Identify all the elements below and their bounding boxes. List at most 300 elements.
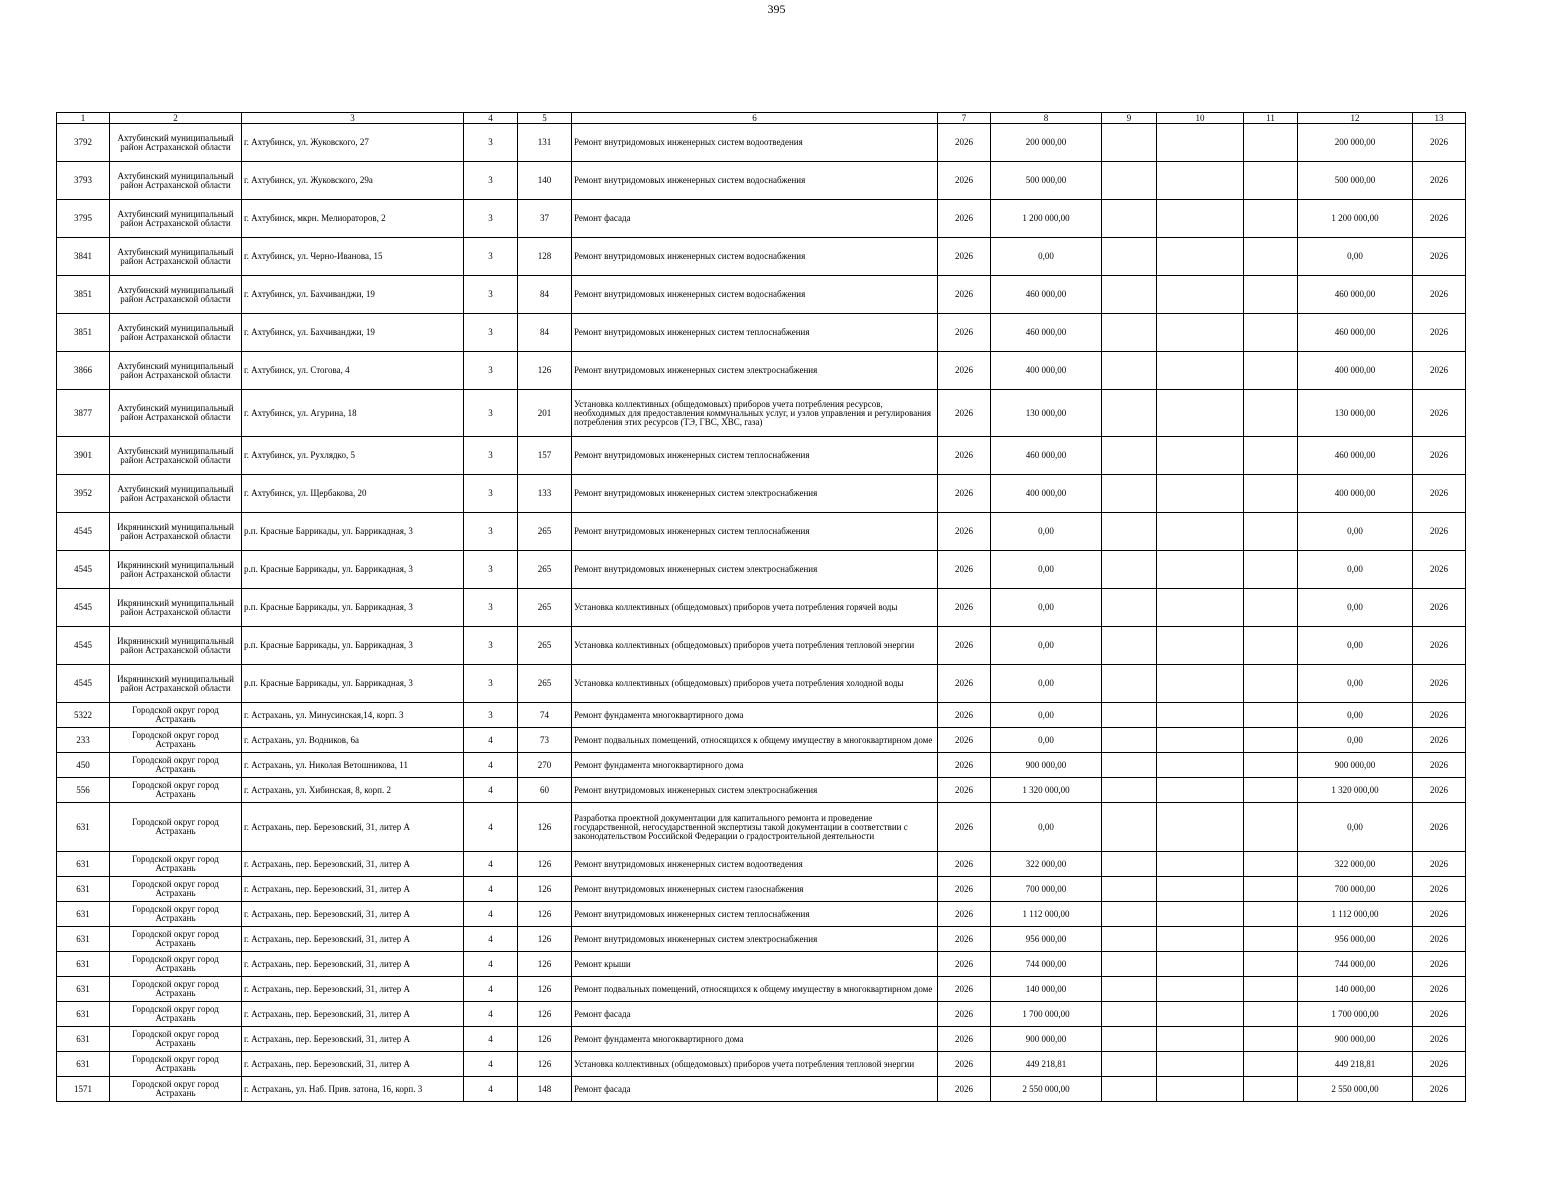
cell-col-12: 900 000,00	[1298, 753, 1413, 778]
cell-col-12: 460 000,00	[1298, 437, 1413, 475]
cell-col-10	[1157, 902, 1244, 927]
cell-col-2: Городской округ город Астрахань	[110, 753, 242, 778]
cell-col-2: Городской округ город Астрахань	[110, 1052, 242, 1077]
cell-col-11	[1244, 200, 1298, 238]
cell-col-9	[1102, 877, 1157, 902]
cell-col-9	[1102, 728, 1157, 753]
cell-col-11	[1244, 124, 1298, 162]
cell-col-12: 1 320 000,00	[1298, 778, 1413, 803]
cell-col-3: г. Ахтубинск, ул. Стогова, 4	[242, 352, 464, 390]
cell-col-1: 3792	[57, 124, 110, 162]
cell-col-4: 3	[464, 551, 518, 589]
cell-col-4: 4	[464, 1077, 518, 1102]
table-row	[57, 276, 1466, 314]
cell-col-10	[1157, 1027, 1244, 1052]
cell-col-9	[1102, 124, 1157, 162]
table-row	[57, 314, 1466, 352]
cell-col-3: г. Астрахань, пер. Березовский, 31, литер А	[242, 977, 464, 1002]
cell-col-3: г. Ахтубинск, ул. Жуковского, 27	[242, 124, 464, 162]
cell-col-13: 2026	[1413, 728, 1466, 753]
table-row	[57, 1002, 1466, 1027]
cell-col-9	[1102, 314, 1157, 352]
cell-col-8: 460 000,00	[991, 276, 1102, 314]
cell-col-4: 4	[464, 977, 518, 1002]
cell-col-10	[1157, 1002, 1244, 1027]
cell-col-3: р.п. Красные Баррикады, ул. Баррикадная, 3	[242, 627, 464, 665]
cell-col-2: Ахтубинский муниципальный район Астраханской области	[110, 437, 242, 475]
cell-col-1: 3901	[57, 437, 110, 475]
cell-col-8: 1 112 000,00	[991, 902, 1102, 927]
cell-col-6: Ремонт внутридомовых инженерных систем водоснабжения	[572, 238, 938, 276]
cell-col-3: г. Ахтубинск, ул. Агурина, 18	[242, 390, 464, 437]
cell-col-13: 2026	[1413, 352, 1466, 390]
cell-col-3: г. Астрахань, ул. Минусинская,14, корп. 3	[242, 703, 464, 728]
table-row	[57, 551, 1466, 589]
cell-col-10	[1157, 728, 1244, 753]
cell-col-1: 631	[57, 1027, 110, 1052]
cell-col-4: 3	[464, 238, 518, 276]
cell-col-8: 700 000,00	[991, 877, 1102, 902]
cell-col-2: Икрянинский муниципальный район Астраханской области	[110, 551, 242, 589]
cell-col-8: 460 000,00	[991, 437, 1102, 475]
cell-col-9	[1102, 852, 1157, 877]
cell-col-12: 0,00	[1298, 703, 1413, 728]
cell-col-7: 2026	[938, 952, 991, 977]
table-row	[57, 902, 1466, 927]
cell-col-6: Ремонт внутридомовых инженерных систем электроснабжения	[572, 778, 938, 803]
cell-col-13: 2026	[1413, 753, 1466, 778]
cell-col-4: 3	[464, 703, 518, 728]
cell-col-6: Ремонт внутридомовых инженерных систем газоснабжения	[572, 877, 938, 902]
cell-col-5: 133	[518, 475, 572, 513]
cell-col-4: 4	[464, 902, 518, 927]
cell-col-9	[1102, 927, 1157, 952]
cell-col-8: 744 000,00	[991, 952, 1102, 977]
table-row	[57, 200, 1466, 238]
cell-col-5: 60	[518, 778, 572, 803]
cell-col-7: 2026	[938, 276, 991, 314]
column-number-header	[57, 113, 1466, 124]
cell-col-9	[1102, 703, 1157, 728]
cell-col-13: 2026	[1413, 589, 1466, 627]
cell-col-7: 2026	[938, 927, 991, 952]
cell-col-11	[1244, 927, 1298, 952]
cell-col-8: 1 200 000,00	[991, 200, 1102, 238]
cell-col-5: 126	[518, 1002, 572, 1027]
cell-col-1: 1571	[57, 1077, 110, 1102]
cell-col-7: 2026	[938, 902, 991, 927]
cell-col-13: 2026	[1413, 1002, 1466, 1027]
cell-col-13: 2026	[1413, 238, 1466, 276]
cell-col-7: 2026	[938, 162, 991, 200]
cell-col-12: 1 700 000,00	[1298, 1002, 1413, 1027]
cell-col-5: 201	[518, 390, 572, 437]
column-header-13: 13	[1413, 113, 1466, 124]
cell-col-9	[1102, 803, 1157, 852]
cell-col-1: 631	[57, 977, 110, 1002]
cell-col-1: 3795	[57, 200, 110, 238]
cell-col-2: Ахтубинский муниципальный район Астраханской области	[110, 276, 242, 314]
cell-col-7: 2026	[938, 475, 991, 513]
cell-col-2: Ахтубинский муниципальный район Астраханской области	[110, 200, 242, 238]
cell-col-9	[1102, 352, 1157, 390]
cell-col-13: 2026	[1413, 437, 1466, 475]
cell-col-10	[1157, 803, 1244, 852]
column-header-12: 12	[1298, 113, 1413, 124]
cell-col-12: 0,00	[1298, 728, 1413, 753]
cell-col-8: 0,00	[991, 238, 1102, 276]
cell-col-2: Городской округ город Астрахань	[110, 977, 242, 1002]
cell-col-4: 3	[464, 124, 518, 162]
cell-col-13: 2026	[1413, 551, 1466, 589]
cell-col-5: 37	[518, 200, 572, 238]
cell-col-12: 0,00	[1298, 665, 1413, 703]
cell-col-8: 900 000,00	[991, 1027, 1102, 1052]
cell-col-11	[1244, 276, 1298, 314]
cell-col-7: 2026	[938, 238, 991, 276]
cell-col-10	[1157, 352, 1244, 390]
cell-col-12: 0,00	[1298, 551, 1413, 589]
cell-col-6: Ремонт внутридомовых инженерных систем водоотведения	[572, 124, 938, 162]
cell-col-7: 2026	[938, 1052, 991, 1077]
cell-col-7: 2026	[938, 390, 991, 437]
cell-col-1: 4545	[57, 513, 110, 551]
cell-col-11	[1244, 1027, 1298, 1052]
cell-col-10	[1157, 437, 1244, 475]
column-header-1: 1	[57, 113, 110, 124]
cell-col-1: 631	[57, 877, 110, 902]
cell-col-9	[1102, 551, 1157, 589]
cell-col-1: 3877	[57, 390, 110, 437]
cell-col-10	[1157, 1077, 1244, 1102]
cell-col-3: г. Астрахань, пер. Березовский, 31, литер А	[242, 1002, 464, 1027]
cell-col-11	[1244, 352, 1298, 390]
cell-col-6: Установка коллективных (общедомовых) приборов учета потребления тепловой энергии	[572, 1052, 938, 1077]
cell-col-9	[1102, 952, 1157, 977]
cell-col-1: 631	[57, 952, 110, 977]
table-row	[57, 1052, 1466, 1077]
cell-col-3: г. Астрахань, пер. Березовский, 31, литер А	[242, 877, 464, 902]
cell-col-12: 460 000,00	[1298, 314, 1413, 352]
cell-col-3: г. Астрахань, пер. Березовский, 31, литер А	[242, 927, 464, 952]
cell-col-6: Ремонт внутридомовых инженерных систем теплоснабжения	[572, 513, 938, 551]
cell-col-6: Ремонт подвальных помещений, относящихся к общему имуществу в многоквартирном доме	[572, 977, 938, 1002]
cell-col-8: 200 000,00	[991, 124, 1102, 162]
cell-col-11	[1244, 513, 1298, 551]
cell-col-10	[1157, 877, 1244, 902]
cell-col-1: 3851	[57, 276, 110, 314]
cell-col-11	[1244, 475, 1298, 513]
cell-col-2: Ахтубинский муниципальный район Астраханской области	[110, 124, 242, 162]
cell-col-12: 500 000,00	[1298, 162, 1413, 200]
cell-col-6: Установка коллективных (общедомовых) приборов учета потребления горячей воды	[572, 589, 938, 627]
cell-col-2: Городской округ город Астрахань	[110, 877, 242, 902]
cell-col-1: 556	[57, 778, 110, 803]
cell-col-1: 3793	[57, 162, 110, 200]
cell-col-3: г. Астрахань, ул. Хибинская, 8, корп. 2	[242, 778, 464, 803]
cell-col-9	[1102, 238, 1157, 276]
cell-col-6: Ремонт внутридомовых инженерных систем водоснабжения	[572, 276, 938, 314]
cell-col-10	[1157, 753, 1244, 778]
cell-col-11	[1244, 902, 1298, 927]
cell-col-2: Городской округ город Астрахань	[110, 1002, 242, 1027]
cell-col-1: 631	[57, 1002, 110, 1027]
cell-col-9	[1102, 513, 1157, 551]
cell-col-10	[1157, 200, 1244, 238]
cell-col-1: 5322	[57, 703, 110, 728]
cell-col-3: г. Ахтубинск, ул. Рухлядко, 5	[242, 437, 464, 475]
cell-col-5: 270	[518, 753, 572, 778]
cell-col-9	[1102, 902, 1157, 927]
cell-col-8: 0,00	[991, 665, 1102, 703]
cell-col-5: 140	[518, 162, 572, 200]
cell-col-13: 2026	[1413, 952, 1466, 977]
cell-col-6: Ремонт внутридомовых инженерных систем электроснабжения	[572, 551, 938, 589]
table-row	[57, 1027, 1466, 1052]
cell-col-12: 0,00	[1298, 238, 1413, 276]
cell-col-12: 322 000,00	[1298, 852, 1413, 877]
cell-col-2: Городской округ город Астрахань	[110, 1077, 242, 1102]
table-row	[57, 513, 1466, 551]
table-row	[57, 475, 1466, 513]
cell-col-8: 0,00	[991, 551, 1102, 589]
cell-col-6: Установка коллективных (общедомовых) приборов учета потребления холодной воды	[572, 665, 938, 703]
cell-col-13: 2026	[1413, 1052, 1466, 1077]
cell-col-10	[1157, 627, 1244, 665]
cell-col-4: 3	[464, 475, 518, 513]
cell-col-13: 2026	[1413, 927, 1466, 952]
cell-col-11	[1244, 1002, 1298, 1027]
cell-col-8: 956 000,00	[991, 927, 1102, 952]
cell-col-12: 140 000,00	[1298, 977, 1413, 1002]
cell-col-1: 4545	[57, 589, 110, 627]
table-row	[57, 390, 1466, 437]
table-row	[57, 1077, 1466, 1102]
cell-col-4: 4	[464, 728, 518, 753]
cell-col-2: Городской округ город Астрахань	[110, 902, 242, 927]
cell-col-7: 2026	[938, 703, 991, 728]
cell-col-11	[1244, 877, 1298, 902]
cell-col-8: 1 700 000,00	[991, 1002, 1102, 1027]
cell-col-11	[1244, 551, 1298, 589]
cell-col-7: 2026	[938, 803, 991, 852]
cell-col-11	[1244, 753, 1298, 778]
table-row	[57, 877, 1466, 902]
cell-col-5: 126	[518, 877, 572, 902]
column-header-6: 6	[572, 113, 938, 124]
cell-col-9	[1102, 1052, 1157, 1077]
cell-col-7: 2026	[938, 728, 991, 753]
cell-col-3: р.п. Красные Баррикады, ул. Баррикадная, 3	[242, 513, 464, 551]
cell-col-3: г. Астрахань, пер. Березовский, 31, литер А	[242, 852, 464, 877]
cell-col-4: 3	[464, 276, 518, 314]
cell-col-3: г. Астрахань, пер. Березовский, 31, литер А	[242, 902, 464, 927]
cell-col-7: 2026	[938, 437, 991, 475]
table-row	[57, 852, 1466, 877]
cell-col-4: 3	[464, 665, 518, 703]
cell-col-13: 2026	[1413, 390, 1466, 437]
cell-col-1: 4545	[57, 627, 110, 665]
cell-col-4: 4	[464, 1052, 518, 1077]
table-row	[57, 803, 1466, 852]
cell-col-12: 449 218,81	[1298, 1052, 1413, 1077]
cell-col-9	[1102, 276, 1157, 314]
cell-col-5: 126	[518, 952, 572, 977]
table-row	[57, 977, 1466, 1002]
cell-col-10	[1157, 390, 1244, 437]
cell-col-13: 2026	[1413, 902, 1466, 927]
cell-col-2: Городской округ город Астрахань	[110, 952, 242, 977]
cell-col-7: 2026	[938, 977, 991, 1002]
table-row	[57, 352, 1466, 390]
cell-col-10	[1157, 314, 1244, 352]
cell-col-10	[1157, 124, 1244, 162]
column-header-10: 10	[1157, 113, 1244, 124]
cell-col-3: г. Астрахань, ул. Наб. Прив. затона, 16, корп. 3	[242, 1077, 464, 1102]
cell-col-12: 0,00	[1298, 803, 1413, 852]
cell-col-5: 84	[518, 314, 572, 352]
table-row	[57, 238, 1466, 276]
cell-col-11	[1244, 952, 1298, 977]
cell-col-8: 140 000,00	[991, 977, 1102, 1002]
cell-col-13: 2026	[1413, 627, 1466, 665]
cell-col-3: г. Ахтубинск, ул. Бахчиванджи, 19	[242, 314, 464, 352]
cell-col-11	[1244, 390, 1298, 437]
cell-col-12: 0,00	[1298, 627, 1413, 665]
cell-col-4: 3	[464, 437, 518, 475]
cell-col-1: 3952	[57, 475, 110, 513]
cell-col-1: 4545	[57, 551, 110, 589]
cell-col-11	[1244, 627, 1298, 665]
cell-col-2: Городской округ город Астрахань	[110, 927, 242, 952]
cell-col-8: 130 000,00	[991, 390, 1102, 437]
cell-col-2: Ахтубинский муниципальный район Астраханской области	[110, 390, 242, 437]
cell-col-10	[1157, 551, 1244, 589]
cell-col-13: 2026	[1413, 977, 1466, 1002]
cell-col-7: 2026	[938, 513, 991, 551]
cell-col-11	[1244, 778, 1298, 803]
cell-col-2: Икрянинский муниципальный район Астраханской области	[110, 513, 242, 551]
cell-col-7: 2026	[938, 1002, 991, 1027]
cell-col-11	[1244, 162, 1298, 200]
cell-col-4: 3	[464, 627, 518, 665]
cell-col-9	[1102, 1002, 1157, 1027]
cell-col-12: 460 000,00	[1298, 276, 1413, 314]
cell-col-9	[1102, 200, 1157, 238]
cell-col-4: 4	[464, 778, 518, 803]
cell-col-5: 265	[518, 551, 572, 589]
cell-col-6: Ремонт внутридомовых инженерных систем электроснабжения	[572, 475, 938, 513]
cell-col-3: г. Астрахань, пер. Березовский, 31, литер А	[242, 803, 464, 852]
cell-col-8: 322 000,00	[991, 852, 1102, 877]
cell-col-10	[1157, 589, 1244, 627]
cell-col-13: 2026	[1413, 852, 1466, 877]
cell-col-9	[1102, 1027, 1157, 1052]
cell-col-13: 2026	[1413, 276, 1466, 314]
cell-col-3: г. Астрахань, пер. Березовский, 31, литер А	[242, 1027, 464, 1052]
table-row	[57, 627, 1466, 665]
cell-col-3: г. Астрахань, пер. Березовский, 31, литер А	[242, 1052, 464, 1077]
cell-col-5: 73	[518, 728, 572, 753]
cell-col-8: 0,00	[991, 703, 1102, 728]
cell-col-6: Ремонт фундамента многоквартирного дома	[572, 703, 938, 728]
cell-col-3: р.п. Красные Баррикады, ул. Баррикадная, 3	[242, 589, 464, 627]
cell-col-1: 3851	[57, 314, 110, 352]
cell-col-5: 126	[518, 852, 572, 877]
cell-col-13: 2026	[1413, 513, 1466, 551]
cell-col-7: 2026	[938, 1027, 991, 1052]
cell-col-13: 2026	[1413, 162, 1466, 200]
cell-col-10	[1157, 952, 1244, 977]
cell-col-7: 2026	[938, 852, 991, 877]
cell-col-7: 2026	[938, 352, 991, 390]
cell-col-4: 3	[464, 589, 518, 627]
cell-col-4: 4	[464, 803, 518, 852]
cell-col-5: 265	[518, 589, 572, 627]
column-header-7: 7	[938, 113, 991, 124]
cell-col-7: 2026	[938, 753, 991, 778]
cell-col-6: Установка коллективных (общедомовых) приборов учета потребления ресурсов, необходимых для предоставления коммунальных услуг, и узлов управления и регулирования потребления этих ресурсов (ТЭ, ГВС, ХВС, газа)	[572, 390, 938, 437]
cell-col-7: 2026	[938, 200, 991, 238]
cell-col-12: 200 000,00	[1298, 124, 1413, 162]
cell-col-11	[1244, 852, 1298, 877]
cell-col-3: г. Астрахань, ул. Водников, 6а	[242, 728, 464, 753]
cell-col-5: 126	[518, 352, 572, 390]
cell-col-9	[1102, 977, 1157, 1002]
cell-col-1: 233	[57, 728, 110, 753]
cell-col-4: 4	[464, 1027, 518, 1052]
cell-col-4: 3	[464, 352, 518, 390]
cell-col-13: 2026	[1413, 877, 1466, 902]
cell-col-6: Ремонт внутридомовых инженерных систем электроснабжения	[572, 352, 938, 390]
cell-col-8: 449 218,81	[991, 1052, 1102, 1077]
cell-col-5: 126	[518, 977, 572, 1002]
cell-col-1: 3866	[57, 352, 110, 390]
cell-col-2: Икрянинский муниципальный район Астраханской области	[110, 665, 242, 703]
cell-col-6: Ремонт внутридомовых инженерных систем теплоснабжения	[572, 437, 938, 475]
cell-col-6: Ремонт внутридомовых инженерных систем электроснабжения	[572, 927, 938, 952]
cell-col-12: 400 000,00	[1298, 352, 1413, 390]
cell-col-10	[1157, 977, 1244, 1002]
cell-col-12: 2 550 000,00	[1298, 1077, 1413, 1102]
cell-col-2: Городской округ город Астрахань	[110, 703, 242, 728]
cell-col-2: Ахтубинский муниципальный район Астраханской области	[110, 475, 242, 513]
cell-col-10	[1157, 238, 1244, 276]
cell-col-9	[1102, 390, 1157, 437]
cell-col-1: 631	[57, 803, 110, 852]
cell-col-2: Ахтубинский муниципальный район Астраханской области	[110, 238, 242, 276]
cell-col-8: 460 000,00	[991, 314, 1102, 352]
cell-col-4: 3	[464, 314, 518, 352]
cell-col-12: 1 112 000,00	[1298, 902, 1413, 927]
cell-col-6: Ремонт внутридомовых инженерных систем водоотведения	[572, 852, 938, 877]
cell-col-4: 4	[464, 952, 518, 977]
cell-col-9	[1102, 753, 1157, 778]
cell-col-5: 126	[518, 1027, 572, 1052]
cell-col-3: р.п. Красные Баррикады, ул. Баррикадная, 3	[242, 551, 464, 589]
cell-col-1: 631	[57, 1052, 110, 1077]
cell-col-7: 2026	[938, 1077, 991, 1102]
cell-col-8: 0,00	[991, 728, 1102, 753]
column-header-3: 3	[242, 113, 464, 124]
cell-col-5: 157	[518, 437, 572, 475]
cell-col-7: 2026	[938, 589, 991, 627]
cell-col-5: 265	[518, 627, 572, 665]
cell-col-11	[1244, 589, 1298, 627]
cell-col-13: 2026	[1413, 1027, 1466, 1052]
table-row	[57, 703, 1466, 728]
cell-col-13: 2026	[1413, 803, 1466, 852]
